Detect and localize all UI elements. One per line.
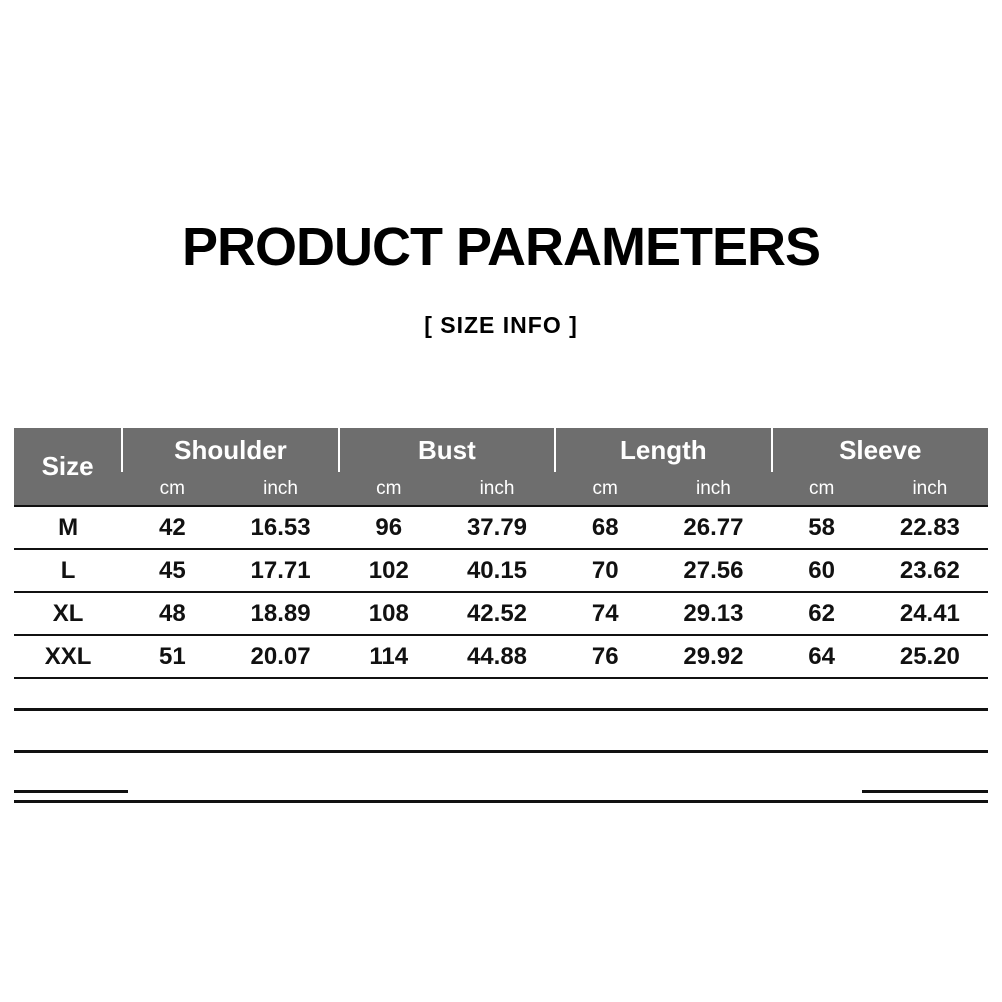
cell-bust-cm: 114 <box>339 635 439 678</box>
cell-length-cm: 68 <box>555 506 655 549</box>
table-row <box>14 549 988 592</box>
cell-bust-cm: 96 <box>339 506 439 549</box>
page-subtitle: [ SIZE INFO ] <box>424 312 578 338</box>
cell-bust-inch: 40.15 <box>439 549 555 592</box>
header-bust-cm: cm <box>339 472 439 506</box>
table-header-groups <box>14 428 988 472</box>
cell-shoulder-cm: 51 <box>122 635 222 678</box>
cell-shoulder-cm: 42 <box>122 506 222 549</box>
table-body <box>14 506 988 678</box>
cell-sleeve-cm: 64 <box>772 635 872 678</box>
cell-bust-inch: 37.79 <box>439 506 555 549</box>
divider-line <box>14 750 988 753</box>
cell-size: M <box>14 506 122 549</box>
size-chart <box>14 428 988 679</box>
header-length-inch: inch <box>655 472 771 506</box>
cell-sleeve-inch: 23.62 <box>872 549 988 592</box>
header-shoulder-cm: cm <box>122 472 222 506</box>
cell-bust-inch: 44.88 <box>439 635 555 678</box>
cell-shoulder-inch: 20.07 <box>222 635 338 678</box>
cell-shoulder-cm: 45 <box>122 549 222 592</box>
cell-length-cm: 70 <box>555 549 655 592</box>
table-row <box>14 635 988 678</box>
cell-shoulder-inch: 16.53 <box>222 506 338 549</box>
header-size: Size <box>14 428 122 506</box>
cell-length-inch: 27.56 <box>655 549 771 592</box>
header-group-length: Length <box>555 428 771 472</box>
page-title: PRODUCT PARAMETERS <box>181 217 820 277</box>
table-row <box>14 592 988 635</box>
cell-shoulder-inch: 17.71 <box>222 549 338 592</box>
header-length-cm: cm <box>555 472 655 506</box>
cell-sleeve-cm: 62 <box>772 592 872 635</box>
cell-length-inch: 26.77 <box>655 506 771 549</box>
cell-size: XL <box>14 592 122 635</box>
header-sleeve-inch: inch <box>872 472 988 506</box>
header-group-sleeve: Sleeve <box>772 428 988 472</box>
divider-line <box>14 800 988 803</box>
cell-sleeve-inch: 24.41 <box>872 592 988 635</box>
header-sleeve-cm: cm <box>772 472 872 506</box>
cell-bust-cm: 102 <box>339 549 439 592</box>
cell-bust-cm: 108 <box>339 592 439 635</box>
header-group-shoulder: Shoulder <box>122 428 338 472</box>
size-table <box>14 428 988 679</box>
cell-size: L <box>14 549 122 592</box>
divider-line <box>14 708 988 711</box>
cell-bust-inch: 42.52 <box>439 592 555 635</box>
cell-sleeve-cm: 58 <box>772 506 872 549</box>
table-header-units <box>14 472 988 506</box>
cell-shoulder-inch: 18.89 <box>222 592 338 635</box>
header-group-bust: Bust <box>339 428 555 472</box>
cell-length-inch: 29.13 <box>655 592 771 635</box>
divider-line-short-right <box>862 790 988 793</box>
cell-length-cm: 76 <box>555 635 655 678</box>
divider-line-short-left <box>14 790 128 793</box>
header-bust-inch: inch <box>439 472 555 506</box>
table-row <box>14 506 988 549</box>
header-shoulder-inch: inch <box>222 472 338 506</box>
cell-sleeve-inch: 22.83 <box>872 506 988 549</box>
cell-shoulder-cm: 48 <box>122 592 222 635</box>
cell-sleeve-cm: 60 <box>772 549 872 592</box>
cell-length-cm: 74 <box>555 592 655 635</box>
cell-length-inch: 29.92 <box>655 635 771 678</box>
table-header <box>14 428 988 506</box>
cell-size: XXL <box>14 635 122 678</box>
cell-sleeve-inch: 25.20 <box>872 635 988 678</box>
